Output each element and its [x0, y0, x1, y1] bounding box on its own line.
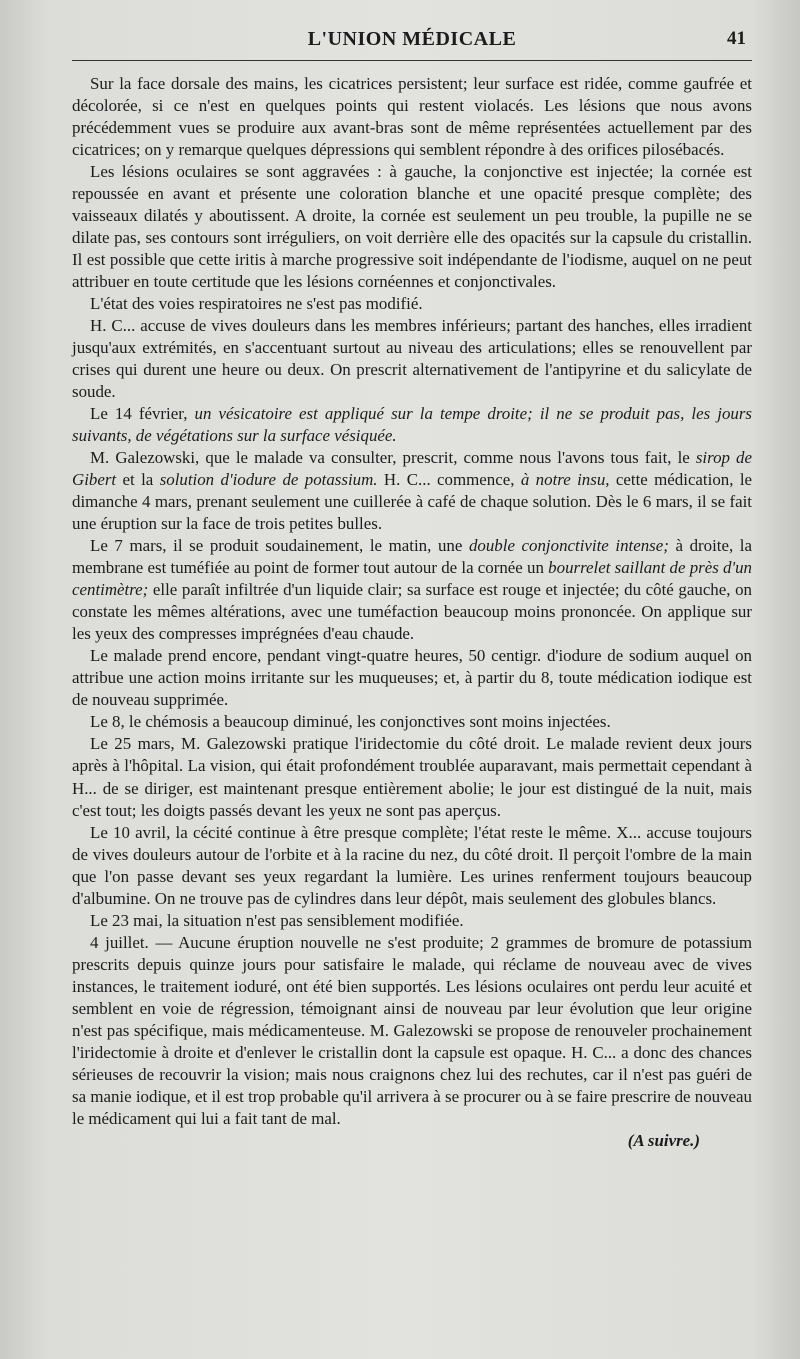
text-segment: H. C... accuse de vives douleurs dans les membres inférieurs; partant des hanches, elles irradient jusqu'aux extrémités, en s'accentuant surtout au niveau des articulations; elles se renouvellent par crises qui durent une heure ou deux. On prescrit alternativement de l'antipyrine et du salicylate de soude.: [72, 316, 752, 402]
paragraph: [72, 645, 752, 711]
page-number: 41: [727, 28, 746, 49]
paragraph: [72, 293, 752, 315]
article-body: [72, 73, 752, 1130]
paragraph: [72, 535, 752, 645]
text-segment: elle paraît infiltrée d'un liquide clair; sa surface est rouge et injectée; du côté gauche, on constate les mêmes altérations, avec une tuméfaction beaucoup moins prononcée. On applique sur les yeux des compresses imprégnées d'eau chaude.: [72, 580, 752, 644]
text-segment: 4 juillet. — Aucune éruption nouvelle ne s'est produite; 2 grammes de bromure de potassium prescrits depuis quinze jours pour satisfaire le malade, qui réclame de nouveau avec de vives instances, le traitement ioduré, ont été bien supportés. Les lésions oculaires ont perdu leur acuité et semblent en voie de régression, témoignant ainsi de nouveau par leur évolution que leur origine n'est pas spécifique, mais médicamenteuse. M. Galezowski se propose de renouveler prochainement l'iridectomie à droite et d'enlever le cristallin dont la capsule est opaque. H. C... a donc des chances sérieuses de recouvrir la vision; mais nous craignons chez lui des rechutes, car il n'est pas guéri de sa manie iodique, et il est trop probable qu'il arrivera à se procurer ou à se faire prescrire de nouveau le médicament qui lui a fait tant de mal.: [72, 932, 752, 1128]
text-segment: Le 23 mai, la situation n'est pas sensiblement modifiée.: [90, 910, 464, 930]
text-segment: Le 14 février,: [90, 404, 195, 424]
paragraph: [72, 73, 752, 161]
italic-text-segment: double conjonctivite intense;: [468, 536, 669, 556]
paragraph: [72, 822, 752, 910]
text-segment: cette médication, le dimanche 4 mars, prenant seulement une cuillerée à café de chaque solution. Dès le 6 mars, il se fait une éruption sur la face de trois petites bulles.: [72, 470, 753, 534]
running-title: L'UNION MÉDICALE: [307, 28, 517, 50]
text-segment: L'état des voies respiratoires ne s'est pas modifié.: [90, 294, 423, 314]
text-segment: Les lésions oculaires se sont aggravées : à gauche, la conjonctive est injectée; la cornée est repoussée en avant et présente une coloration blanche et une opacité presque complète; des vaisseaux dilatés y aboutissent. A droite, la cornée est seulement un peu trouble, la pupille ne se dilate pas, ses contours sont irréguliers, on voit derrière elle des opacités sur la capsule du cristallin. Il est possible que cette iritis à marche progressive soit indépendante de l'iodisme, auquel on ne peut attribuer en toute certitude que les lésions cornéennes et conjonctivales.: [72, 162, 752, 292]
header-rule: [72, 60, 752, 61]
paragraph: [72, 315, 752, 403]
paragraph: [72, 733, 752, 821]
paragraph: [72, 447, 752, 535]
text-segment: Sur la face dorsale des mains, les cicatrices persistent; leur surface est ridée, comme gaufrée et décolorée, si ce n'est en quelques points qui restent violacés. Les lésions que nous avons précédemment vues se produire aux avant-bras sont de même représentées actuellement par des cicatrices; on y remarque quelques dépressions qui semblent répondre à des orifices pilosébacés.: [72, 74, 752, 160]
text-segment: à droite, la membrane est tuméfiée au point de former tout autour de la cornée un: [72, 536, 752, 578]
paragraph: [72, 403, 752, 447]
to-be-continued: (A suivre.): [627, 1130, 700, 1150]
text-segment: et la: [116, 470, 160, 490]
paragraph: [72, 932, 752, 1130]
text-segment: Le malade prend encore, pendant vingt-quatre heures, 50 centigr. d'iodure de sodium auquel on attribue une action moins irritante sur les muqueuses; et, à partir du 8, toute médication iodique est de nouveau supprimée.: [72, 646, 752, 710]
text-segment: H. C... commence,: [377, 470, 521, 490]
page-header: [72, 24, 752, 54]
paragraph: [72, 711, 752, 733]
italic-text-segment: sirop de Gibert: [72, 448, 752, 490]
italic-text-segment: solution d'iodure de potassium.: [159, 470, 378, 490]
text-segment: Le 8, le chémosis a beaucoup diminué, les conjonctives sont moins injectées.: [90, 712, 611, 732]
italic-text-segment: bourrelet saillant de près d'un centimètre;: [72, 558, 752, 600]
paragraph: [72, 161, 752, 293]
text-segment: Le 25 mars, M. Galezowski pratique l'iridectomie du côté droit. Le malade revient deux jours après à l'hôpital. La vision, qui était profondément troublée auparavant, mais permettait cependant à H... de se diriger, est maintenant presque entièrement abolie; le jour est distingué de la nuit, mais c'est tout; les doigts passés devant les yeux ne sont pas aperçus.: [72, 734, 752, 820]
italic-text-segment: à notre insu,: [520, 470, 610, 490]
text-segment: Le 7 mars, il se produit soudainement, le matin, une: [90, 536, 469, 556]
text-segment: M. Galezowski, que le malade va consulter, prescrit, comme nous l'avons tous fait, le: [90, 448, 696, 468]
italic-text-segment: un vésicatoire est appliqué sur la tempe droite; il ne se produit pas, les jours suivants, de végétations sur la surface vésiquée.: [72, 404, 752, 446]
paragraph: [72, 910, 752, 932]
text-segment: Le 10 avril, la cécité continue à être presque complète; l'état reste le même. X... accuse toujours de vives douleurs autour de l'orbite et à la racine du nez, du côté droit. Il perçoit l'ombre de la main que l'on passe devant ses yeux regardant la lumière. Les urines renferment toujours beaucoup d'albumine. On ne trouve pas de cylindres dans leur dépôt, mais seulement des globules blancs.: [72, 822, 752, 908]
